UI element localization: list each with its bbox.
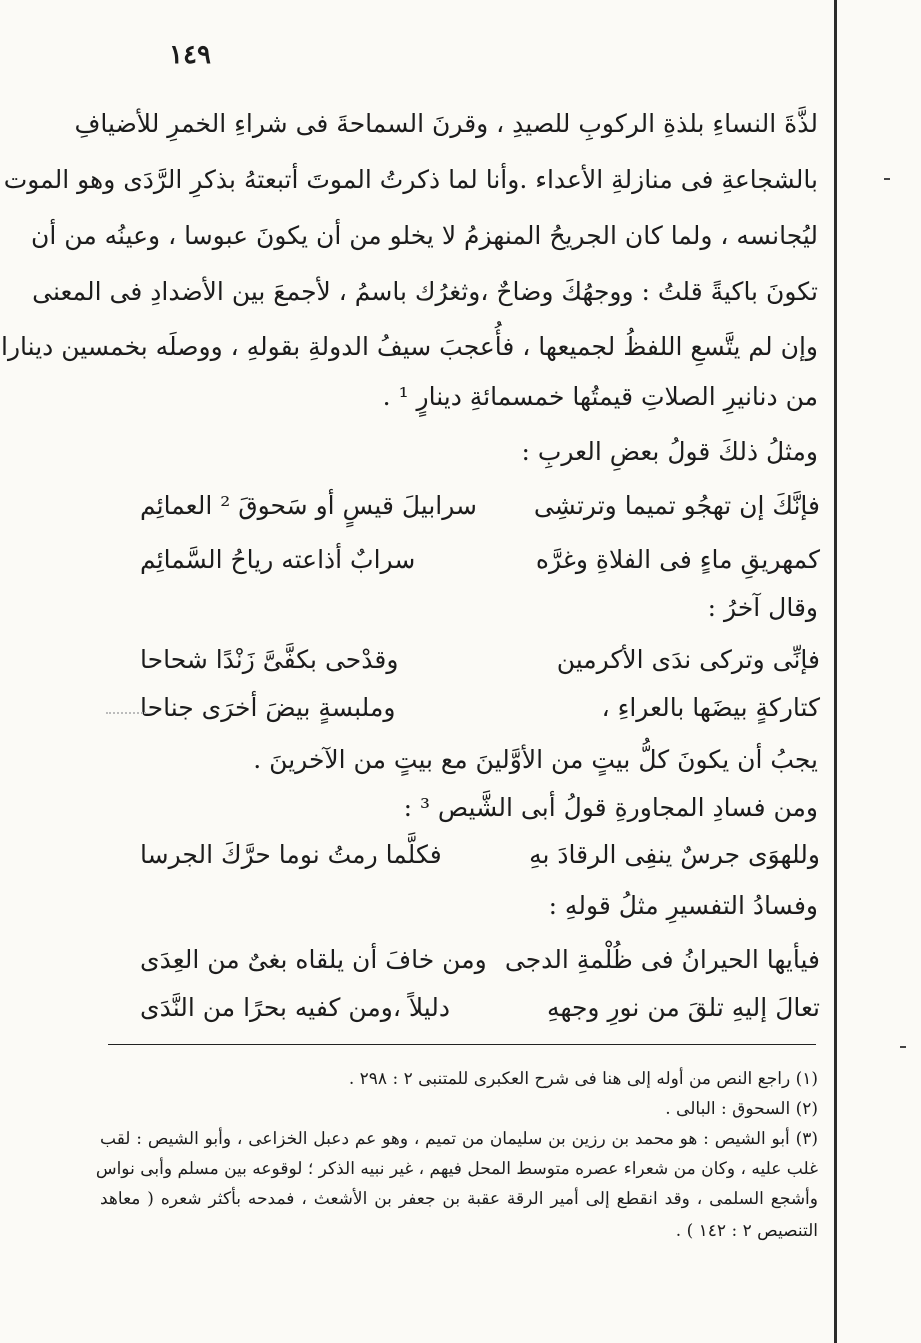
verse-second-hemistich: فكلَّما رمتُ نوما حرَّكَ الجرسا [140, 840, 442, 869]
verse-first-hemistich: كتاركةٍ بيضَها بالعراءِ ، [601, 693, 820, 722]
verse-first-hemistich: تعالَ إليهِ تلقَ من نورِ وجههِ [547, 993, 820, 1022]
paragraph-line: لذَّةَ النساءِ بلذةِ الركوبِ للصيدِ ، وقرنَ السماحةَ فى شراءِ الخمرِ للأضيافِ [74, 109, 818, 138]
paragraph-line: تكونَ باكيةً قلتُ : ووجهُكَ وضاحٌ ،وثغرُك باسمُ ، لأجمعَ بين الأضدادِ فى المعنى [32, 277, 818, 306]
verse-first-hemistich: فإنِّى وتركى ندَى الأكرمين [556, 645, 820, 674]
scan-dots [106, 698, 146, 714]
verse-line [140, 940, 820, 980]
footnote-continuation: غلب عليه ، وكان من شعراء عصره متوسط المحل فيهم ، غير نبيه الذكر ؛ لوقوعه بين مسلم وأبى نواس [95, 1159, 818, 1179]
margin-mark [884, 178, 890, 180]
verse-second-hemistich: ومن خافَ أن يلقاه بغىٌ من العِدَى [140, 945, 487, 974]
paragraph-line: ليُجانسه ، ولما كان الجريحُ المنهزمُ لا يخلو من أن يكونَ عبوسا ، وعينُه من أن [31, 221, 818, 250]
footnote: (٣) أبو الشيص : هو محمد بن رزين بن سليمان من تميم ، وهو عم دعبل الخزاعى ، وأبو الشيص : لقب [100, 1129, 818, 1149]
paragraph-line: بالشجاعةِ فى منازلةِ الأعداء .وأنا لما ذكرتُ الموتَ أتبعتهُ بذكرِ الرَّدَى وهو الموت [3, 165, 818, 194]
paragraph-line: من دنانيرِ الصلاتِ قيمتُها خمسمائةِ دينارٍ ¹ . [382, 382, 818, 411]
book-spine-line [834, 0, 837, 1343]
paragraph-line: وإن لم يتَّسعِ اللفظُ لجميعها ، فأُعجبَ سيفُ الدولةِ بقولهِ ، ووصلَه بخمسين دينارا [1, 332, 818, 361]
verse-second-hemistich: وقدْحى بكفَّىَّ زَنْدًا شحاحا [140, 645, 399, 674]
verse-line [140, 988, 820, 1028]
margin-mark [900, 1046, 906, 1048]
footnote-separator [108, 1044, 816, 1045]
footnote: (١) راجع النص من أوله إلى هنا فى شرح العكبرى للمتنبى ٢ : ٢٩٨ . [348, 1069, 818, 1089]
verse-intro: وقال آخرُ : [707, 593, 818, 622]
verse-first-hemistich: فإنَّكَ إن تهجُو تميما وترتشِى [533, 491, 820, 520]
verse-second-hemistich: دليلاً ،ومن كفيه بحرًا من النَّدَى [140, 993, 451, 1022]
commentary-line: يجبُ أن يكونَ كلُّ بيتٍ من الأوَّلينَ مع بيتٍ من الآخرينَ . [253, 745, 818, 774]
verse-line [140, 835, 820, 875]
verse-line [140, 540, 820, 580]
verse-line [140, 688, 820, 728]
verse-first-hemistich: فيأيها الحيرانُ فى ظُلْمةِ الدجى [504, 945, 820, 974]
verse-intro: وفسادُ التفسيرِ مثلُ قولهِ : [548, 891, 818, 920]
verse-intro: ومثلُ ذلكَ قولُ بعضِ العربِ : [521, 437, 818, 466]
verse-first-hemistich: وللهوَى جرسٌ ينفِى الرقادَ بهِ [529, 840, 820, 869]
verse-second-hemistich: سرابٌ أذاعته رياحُ السَّمائِم [140, 545, 416, 574]
verse-second-hemistich: سرابيلَ قيسٍ أو سَحوقَ ² العمائِم [140, 491, 477, 520]
footnote-continuation: وأشجع السلمى ، وقد انقطع إلى أمير الرقة عقبة بن جعفر بن الأشعث ، فمدحه بأكثر شعره ( معاهد [100, 1189, 818, 1209]
verse-line [140, 486, 820, 526]
verse-line [140, 640, 820, 680]
page-number: ١٤٩ [169, 40, 211, 70]
footnote: (٢) السحوق : البالى . [665, 1099, 818, 1119]
verse-intro: ومن فسادِ المجاورةِ قولُ أبى الشَّيص ³ : [403, 793, 818, 822]
verse-first-hemistich: كمهريقِ ماءٍ فى الفلاةِ وغرَّه [535, 545, 820, 574]
footnote-continuation: التنصيص ٢ : ١٤٢ ) . [675, 1221, 818, 1241]
verse-second-hemistich: وملبسةٍ بيضَ أخرَى جناحا [140, 693, 396, 722]
